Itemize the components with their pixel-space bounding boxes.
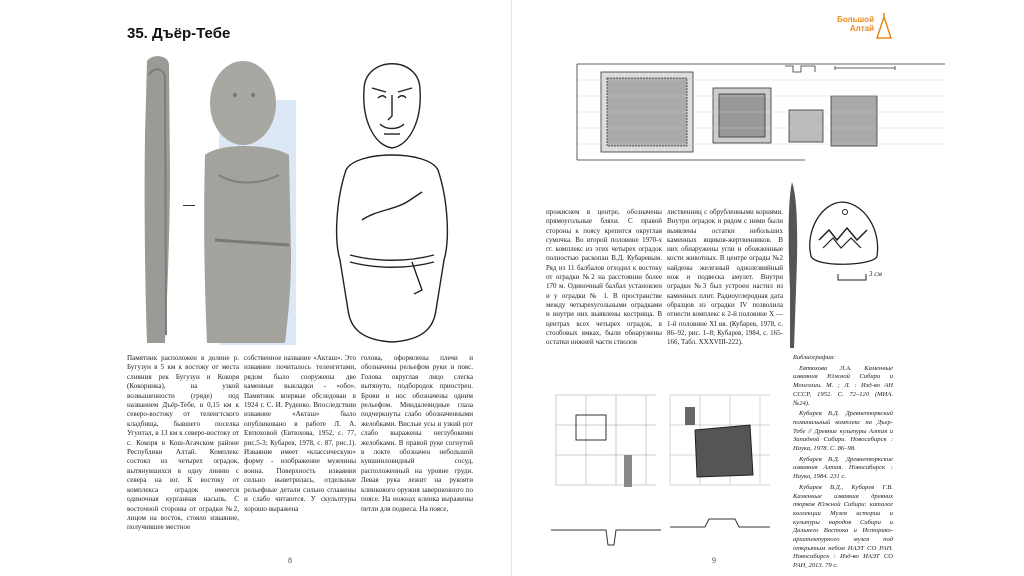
scale-label: 3 см (869, 270, 882, 278)
enclosure-stone-sketch (665, 385, 775, 495)
left-page-number: 8 (288, 556, 292, 565)
logo-text: Большой Алтай (837, 15, 874, 33)
photo-divider (183, 205, 195, 206)
bibliography-entry: Кубарев В.Д. Древнетюркский поминальный комплекс на Дъер-Тебе // Древние культуры Алтая и Западной Сибири. Новосибирск : Наука, 1978. С. 86–98. (793, 410, 893, 453)
left-column-1: Памятник расположен в долине р. Бугузун в 5 км к востоку от места слияния рек Бугузун и Кокоря (Кокоринка), на узкой возвышенности (гряде) под названием Дъёр-Тебе, в 0,15 км к северо-востоку от телеигтского кладбища, бывшего поселка Угуитал, в 13 км к северо-востоку от с. Кокоря в Кош-Агачском районе Республики Алтай. Комплекс состоял из четырех оградок, вытянувшихся в одну линию с севера на юг. К востоку от комплекса оградок имеется одиночная курганная насыпь. С восточной стороны от оградки №2, лицом на восток, стояло изваяние, получившее местное (127, 354, 239, 532)
enclosure-grid-sketch (546, 385, 666, 505)
stele-line-drawing (326, 50, 458, 345)
excavation-plan (565, 50, 955, 170)
bibliography-entry: Кубарев В.Д., Кубарев Г.В. Каменные изваяния древних тюрков Южной Сибири: каталог коллекции Музея истории и культуры народов Сибири и Дальнего Востока и Историко-архитектурного музея под открытым небом ИАЭТ СО РАН. Новосибирск : Изд-во ИАЭТ СО РАН, 2013. 79 с. (793, 483, 893, 570)
amulet-drawing (805, 200, 883, 270)
bibliography-heading: Библиография: (793, 354, 836, 361)
publisher-logo (822, 13, 892, 41)
left-column-2: собственное название «Акташ». Это изваяние почиталось теленгитами, рядом было сооружены две каменные выкладки - «обо». Памятник впервые обследован в 1924 г. С. И. Руденко. Впоследствии изваяние «Акташ» было опубликовано в работе Л. А. Евтюховой (Евтюхова, 1952, с. 77, рис.5-3; Кубарев, 1978, с. 87, рис.1). Изваяние имеет «классическую» форму - изображение мужчины воина. Поверхность изваяния сильно выветрилась, отдельные рельефные детали сильно сглажены и слабо читаются. У скульптуры хорошо выражена (244, 354, 356, 513)
right-column-1: прожиснем в центре, обозначены прямоугольные бляхи. С правой стороны к поясу крепится округлая сумочка. Во второй половине 1970-х гг. комплекс из этих четырех оградок полностью раскопан В.Д. Кубаревым. Ряд из 11 балбалов отходил к востоку от оградки №2 на расстоянии более 170 м. Одиночный балбал установлен и у оградки № 1. В пространстве между четырехугольными оградками и внутри них выявлены кострища. В центрах всех четырех оградок, в столбовых ямках, были обнаружены остатки нижней части стволов (546, 208, 662, 347)
iron-knife-drawing (784, 180, 804, 350)
section-profile-2 (665, 505, 775, 545)
page-title: 35. Дъёр-Тебе (127, 25, 231, 42)
bibliography-entry: Кубарев В.Д. Древнетюркские изваяния Алтая. Новосибирск : Наука, 1984. 231 с. (793, 455, 893, 481)
stele-photo (139, 55, 301, 345)
mountain-icon (876, 13, 892, 39)
left-column-3: голова, оформлены плечи и обозначены рельефом руки и пояс. Голова округлая лицо слегка вытянуто, подбородок приострен. Брови и нос обозначены одним рельефом. Миндалевидные глаза подчеркнуты слабо обозначенными желобками. Вислые усы и узкий рот слабо выражены неглубокими желобками. В правой руке согнутой в локте обозначен небольшой кувшинловидный сосуд, расположенный на уровне груди. Левая рука лежит на рукояти клинкового оружия завершенного по поясе. На ножнах клинка выражены петли для подвеса. На поясе, (361, 354, 473, 513)
right-column-2: лиственниц с обрубленными корнями. Внутри оградок и рядом с ними были выявлены остатки небольших каменных ящиков-жертвенников. В них обнаружены угли и обожженные кости животных. В центре ограды №2 найдены железный однолезвийный нож и подвеска амулет. Внутри оградки №3 был устроен настил из каменных плит. Радиоуглеродная дата образцов из оградки IV позволила отнести комплекс к 2-й половине X — 1-й половине XI вв. (Кубарев, 1978, с. 86–92, рис. 1–8; Кубарев, 1984, с. 165-166, Табл. XXXVIII-222). (667, 208, 783, 347)
right-page (512, 0, 1024, 576)
bibliography-entry: Евтюхова Л.А. Каменные изваяния Южной Сибири и Монголии. М. ; Л. : Изд-во АН СССР, 1952. С. 72–120 (МИА. №24). (793, 364, 893, 407)
section-profile-1 (546, 510, 666, 550)
right-page-number: 9 (712, 556, 716, 565)
bibliography (793, 354, 893, 573)
scale-bar (836, 270, 891, 282)
